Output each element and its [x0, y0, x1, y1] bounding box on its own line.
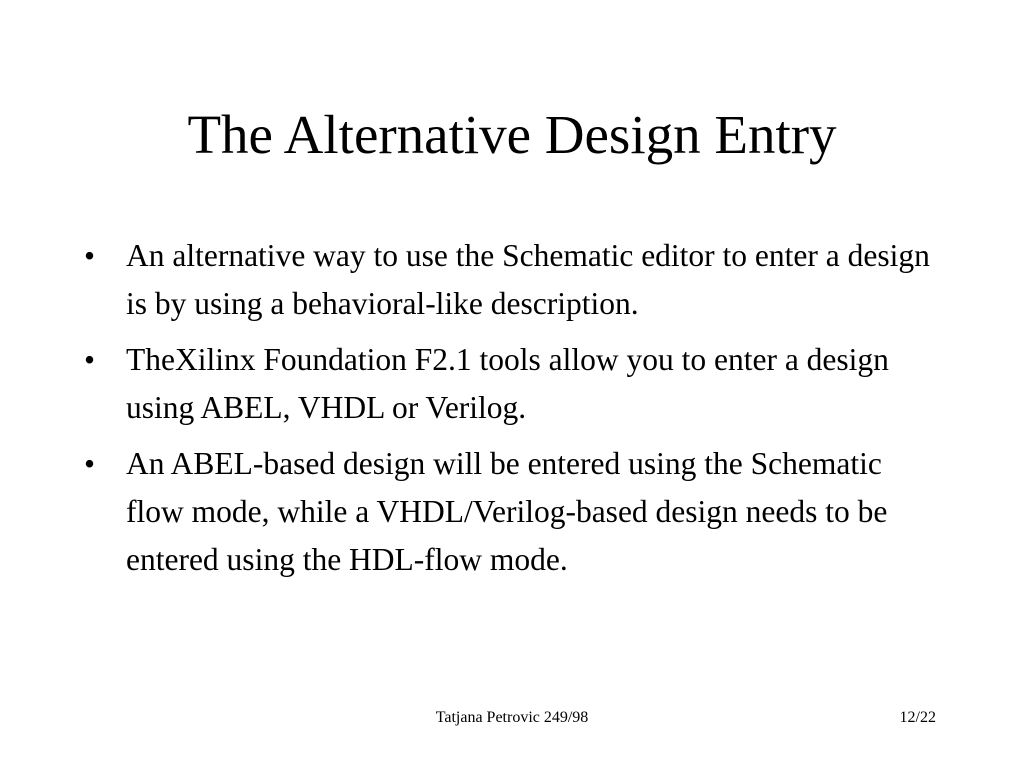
bullet-icon: •	[84, 238, 96, 273]
bullet-list	[84, 232, 934, 592]
bullet-item	[84, 440, 934, 584]
bullet-icon: •	[84, 342, 96, 377]
footer-page-number: 12/22	[899, 709, 936, 726]
bullet-text: An alternative way to use the Schematic editor to enter a design is by using a behavioral-like description.	[126, 238, 930, 321]
bullet-item	[84, 336, 934, 432]
bullet-text: An ABEL-based design will be entered using the Schematic flow mode, while a VHDL/Verilog-based design needs to be entered using the HDL-flow mode.	[126, 446, 888, 577]
slide-title: The Alternative Design Entry	[187, 104, 837, 165]
bullet-item	[84, 232, 934, 328]
footer-author: Tatjana Petrovic 249/98	[435, 709, 589, 726]
bullet-icon: •	[84, 446, 96, 481]
bullet-text: TheXilinx Foundation F2.1 tools allow you to enter a design using ABEL, VHDL or Verilog.	[126, 342, 889, 425]
